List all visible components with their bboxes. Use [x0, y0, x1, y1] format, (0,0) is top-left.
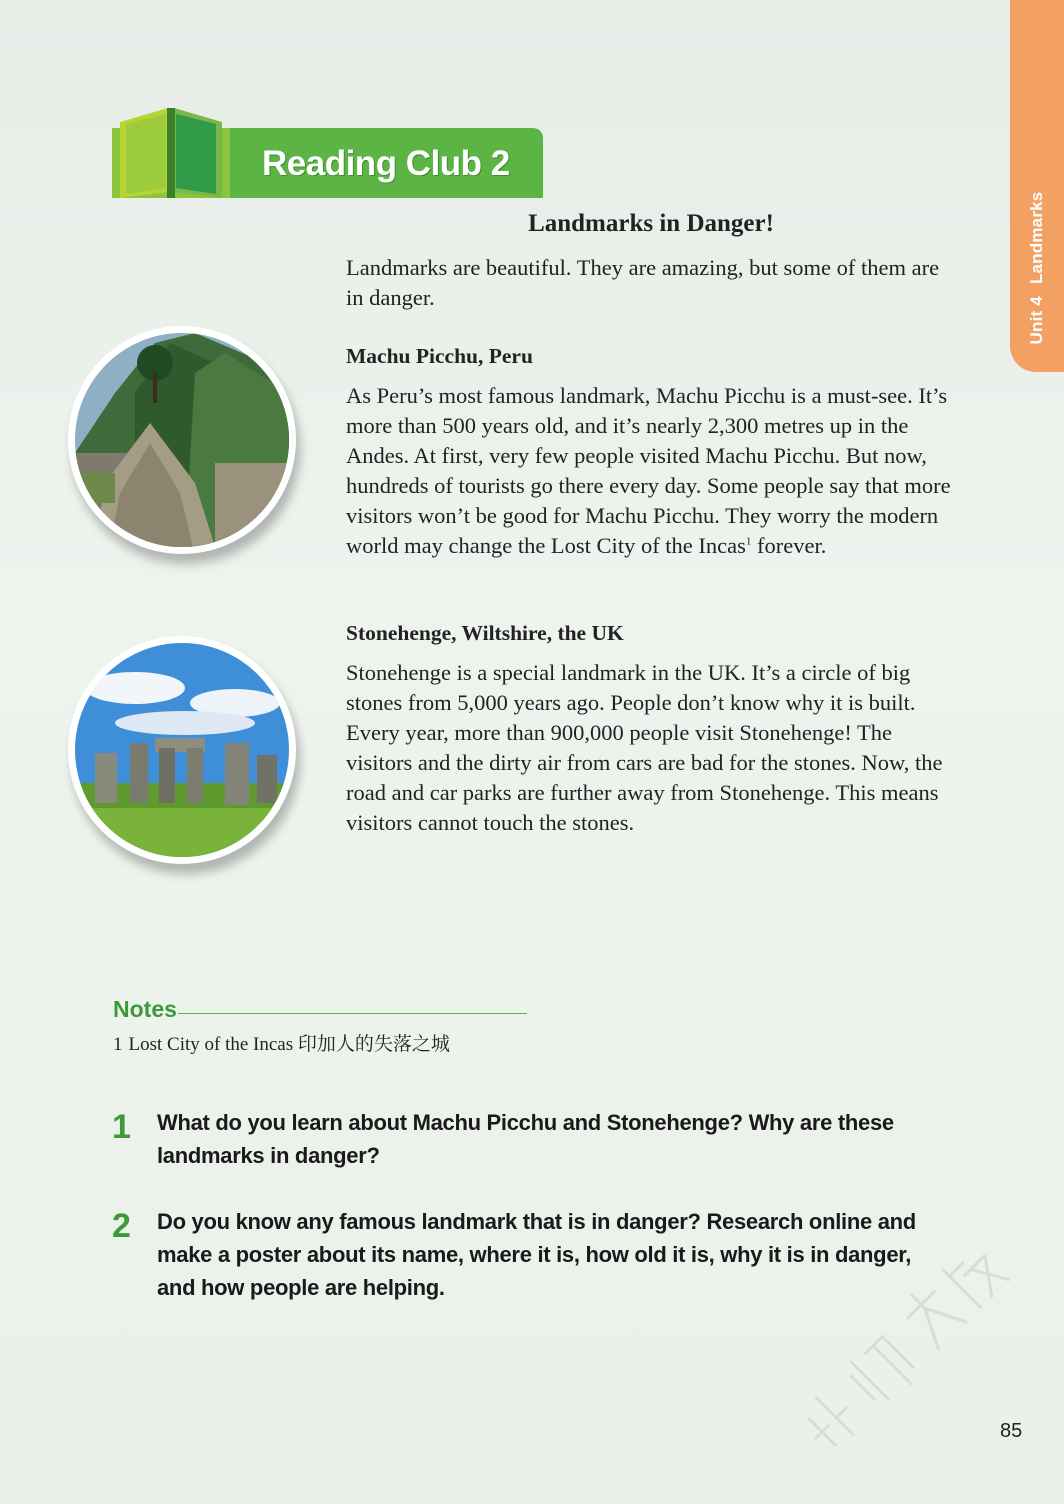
question-2-text: Do you know any famous landmark that is in danger? Research online and make a poster about its name, where it is, how old it is, why it is in danger, and how people are helping. — [157, 1209, 916, 1300]
unit-side-tab — [1010, 0, 1064, 372]
section-body-machu-picchu — [346, 381, 958, 561]
unit-topic: Landmarks — [1027, 191, 1046, 285]
unit-side-tab-label — [1027, 192, 1047, 345]
footnote-marker: 1 — [745, 535, 752, 548]
article-intro: Landmarks are beautiful. They are amazing, but some of them are in danger. — [346, 255, 940, 310]
section-heading-stonehenge: Stonehenge, Wiltshire, the UK — [346, 621, 624, 645]
note-item — [113, 1029, 450, 1056]
machu-picchu-text: As Peru’s most famous landmark, Machu Picchu is a must-see. It’s more than 500 years old, and it’s nearly 2,300 metres up in the Andes. At first, very few people visited Machu Picchu. But now, hundreds of tourists go there every day. Some people say that more visitors won’t be good for Machu Picchu. They worry the modern world may change the Lost City of the Incas — [346, 383, 951, 558]
page-number: 85 — [1000, 1420, 1023, 1442]
question-2-number: 2 — [112, 1207, 131, 1245]
banner-title: Reading Club 2 — [262, 144, 510, 183]
section-heading-machu-picchu: Machu Picchu, Peru — [346, 344, 533, 368]
article-title: Landmarks in Danger! — [528, 210, 774, 237]
section-body-stonehenge: Stonehenge is a special landmark in the UK. It’s a circle of big stones from 5,000 years ago. People don’t know why it is built. Every year, more than 900,000 people visit Stonehenge! The visitors and the dirty air from cars are bad for the stones. Now, the road and car parks are further away from Stonehenge. This means visitors cannot touch the stones. — [346, 660, 943, 835]
question-1-text: What do you learn about Machu Picchu and Stonehenge? Why are these landmarks in danger? — [157, 1110, 894, 1168]
note-number: 1 — [113, 1034, 123, 1055]
publisher-watermark — [740, 1180, 1060, 1500]
stonehenge-photo — [68, 636, 296, 864]
unit-number: Unit 4 — [1027, 296, 1046, 345]
machu-picchu-text-end: forever. — [751, 533, 827, 558]
machu-picchu-photo — [68, 326, 296, 554]
notes-divider — [178, 1013, 527, 1014]
open-book-icon — [112, 108, 230, 198]
note-text: Lost City of the Incas 印加人的失落之城 — [128, 1034, 450, 1055]
notes-label: Notes — [113, 996, 177, 1022]
question-1-number: 1 — [112, 1108, 131, 1146]
